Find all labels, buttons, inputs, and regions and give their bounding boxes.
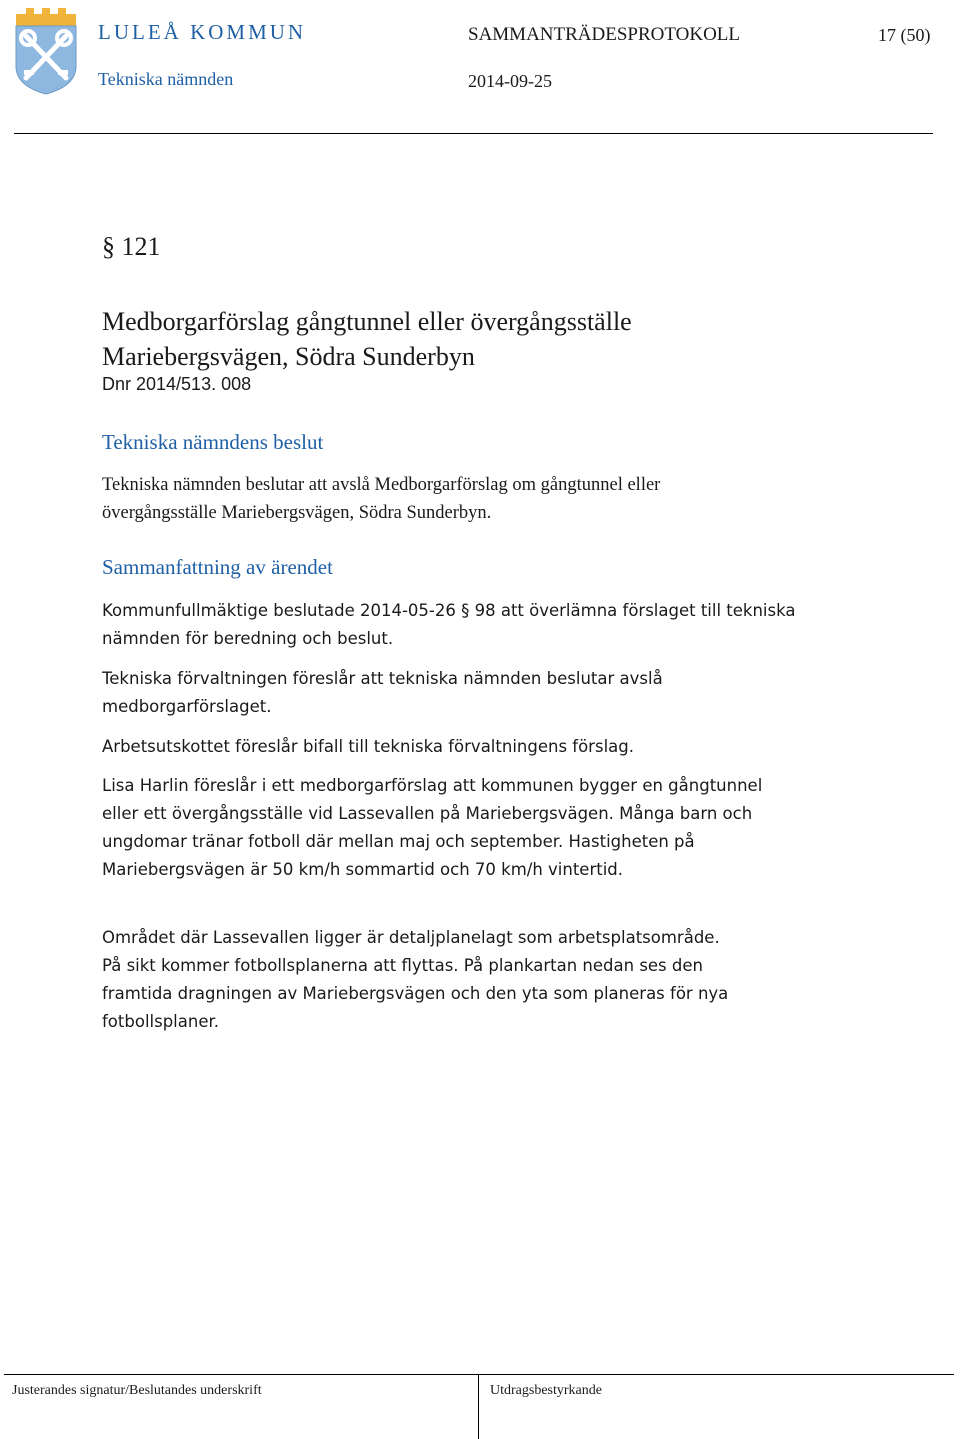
organization-name: LULEÅ KOMMUN <box>98 20 307 44</box>
footer-column-divider <box>478 1374 479 1439</box>
page-title <box>102 304 822 374</box>
title-line-2: Mariebergsvägen, Södra Sunderbyn <box>102 342 475 371</box>
summary-paragraph: Kommunfullmäktige beslutade 2014-05-26 § 98 att överlämna förslaget till tekniska nämnden för beredning och beslut. <box>102 601 796 648</box>
meeting-date: 2014-09-25 <box>468 71 552 91</box>
diary-number: Dnr 2014/513. 008 <box>102 374 252 394</box>
summary-paragraph: Området där Lassevallen ligger är detaljplanelagt som arbetsplatsområde. På sikt kommer fotbollsplanerna att flyttas. På plankartan nedan ses den framtida dragningen av Mariebergsvägen och den yta som planeras för nya fotbollsplaner. <box>102 928 729 1031</box>
section-number: § 121 <box>102 232 161 261</box>
title-line-1: Medborgarförslag gångtunnel eller övergångsställe <box>102 307 632 336</box>
decision-text: Tekniska nämnden beslutar att avslå Medborgarförslag om gångtunnel eller övergångsställe Mariebergsvägen, Södra Sunderbyn. <box>102 475 661 523</box>
decision-heading: Tekniska nämndens beslut <box>102 430 324 454</box>
header-divider <box>14 133 933 134</box>
page-number: 17 (50) <box>878 25 931 45</box>
summary-paragraph: Arbetsutskottet föreslår bifall till tekniska förvaltningens förslag. <box>102 737 634 756</box>
certification-field-label: Utdragsbestyrkande <box>490 1383 602 1398</box>
summary-paragraph: Lisa Harlin föreslår i ett medborgarförslag att kommunen bygger en gångtunnel eller ett övergångsställe vid Lassevallen på Mariebergsvägen. Många barn och ungdomar tränar fotboll där mellan maj och september. Hastigheten på Mariebergsvägen är 50 km/h sommartid och 70 km/h vintertid. <box>102 776 763 879</box>
footer-divider <box>4 1374 954 1375</box>
summary-heading: Sammanfattning av ärendet <box>102 555 333 579</box>
lulea-coat-of-arms-icon <box>12 4 80 96</box>
signature-field-label: Justerandes signatur/Beslutandes underskrift <box>12 1383 262 1398</box>
committee-name: Tekniska nämnden <box>98 69 234 89</box>
summary-paragraph: Tekniska förvaltningen föreslår att tekniska nämnden beslutar avslå medborgarförslaget. <box>102 669 663 716</box>
document-type: SAMMANTRÄDESPROTOKOLL <box>468 24 741 45</box>
